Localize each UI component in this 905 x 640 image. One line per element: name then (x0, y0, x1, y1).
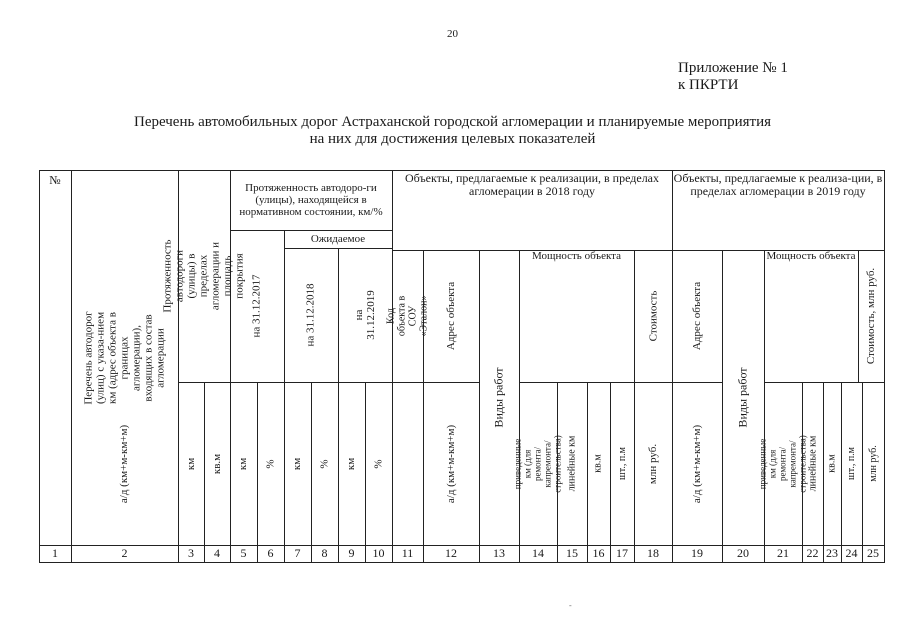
unit-road-19-cell (672, 382, 722, 545)
column-number-14: 14 (532, 546, 544, 560)
unit-pct-10: % (372, 458, 385, 469)
unit-km-3: км (185, 457, 197, 470)
column-number-17: 17 (616, 546, 628, 560)
header-cost-2019: Стоимость, млн руб. (865, 267, 878, 365)
column-number-25: 25 (867, 546, 879, 560)
column-number-19: 19 (691, 546, 703, 560)
header-expected: Ожидаемое (310, 233, 366, 245)
column-number-3: 3 (188, 546, 194, 560)
column-number-15: 15 (566, 546, 578, 560)
header-road-list: Перечень автодорог (улиц) с указа-нием км (адрес объекта в границах агломерации), входящих в состав агломерации (82, 310, 167, 405)
unit-pct-8-cell (311, 382, 338, 545)
unit-km-3-cell (178, 382, 204, 545)
unit-km-7: км (291, 457, 304, 470)
column-number-20: 20 (737, 546, 749, 560)
unit-reduced-21: приведенные км (для ремонта/ капремонта/ строительства) (758, 434, 808, 493)
header-objects-2019: Объекты, предлагаемые к реализа-ции, в пределах агломерации в 2019 году (673, 171, 883, 198)
header-address-2019-cell (672, 250, 722, 382)
unit-pcs-17: шт., п.м (616, 447, 628, 480)
grid-line (884, 170, 885, 563)
column-number-7: 7 (294, 546, 301, 560)
unit-pcs-24: шт., п.м (846, 447, 857, 480)
header-objects-2018: Объекты, предлагаемые к реализации, в пределах агломерации в 2018 году (404, 171, 660, 198)
appendix-line2: к ПКРТИ (678, 77, 739, 93)
grid-line (39, 562, 885, 563)
column-number-12: 12 (445, 546, 457, 560)
title-line2: на них для достижения целевых показателей (309, 131, 596, 147)
unit-mln-25-cell (862, 382, 884, 545)
header-number: № (49, 173, 61, 187)
column-number-5: 5 (240, 546, 247, 560)
header-2018-cell (284, 248, 338, 382)
unit-reduced-14-cell (513, 382, 563, 545)
unit-road-cell (71, 382, 178, 545)
unit-km-5: км (237, 457, 250, 470)
unit-road-19: а/д (км+м-км+м) (691, 424, 703, 503)
header-length-area-cell (162, 170, 246, 382)
unit-sqm-16: кв.м (592, 454, 604, 473)
header-address-2018: Адрес объекта (445, 281, 457, 351)
header-works-2018: Виды работ (491, 367, 506, 428)
appendix-line1: Приложение № 1 (678, 60, 788, 76)
page-number: 20 (447, 28, 458, 40)
unit-linear-15: линейные км (566, 435, 578, 492)
appendix-label (678, 60, 788, 94)
header-normative: Протяженность автодоро-ги (улицы), находящейся в нормативном состоянии, км/% (239, 182, 383, 218)
unit-km-7-cell (284, 382, 311, 545)
unit-linear-22: линейные км (807, 435, 818, 492)
column-number-11: 11 (401, 546, 414, 560)
unit-pcs-24-cell (841, 382, 862, 545)
document-title (60, 114, 845, 148)
header-cost-2018-cell (634, 250, 672, 382)
column-number-24: 24 (845, 546, 858, 560)
header-sou-code: Код объекта в СОУ «Эталон» (385, 295, 430, 337)
column-number-1: 1 (52, 546, 58, 560)
unit-km-5-cell (230, 382, 257, 545)
unit-sqm-16-cell (587, 382, 610, 545)
header-capacity-2018: Мощность объекта (531, 250, 621, 262)
column-number-13: 13 (493, 546, 505, 560)
header-2017: на 31.12.2017 (251, 274, 263, 338)
grid-line (39, 170, 40, 563)
column-number-9: 9 (348, 546, 355, 560)
unit-reduced-14: приведенные км (для ремонта/ капремонта/ строительства) (513, 434, 563, 493)
unit-road-12: а/д (км+м-км+м) (445, 424, 457, 503)
column-number-16: 16 (592, 546, 605, 560)
header-address-2018-cell (423, 250, 479, 382)
unit-sqm-4: кв.м (211, 453, 223, 474)
header-address-2019: Адрес объекта (691, 281, 703, 351)
unit-sqm-23: кв.м (826, 454, 838, 473)
unit-pcs-17-cell (610, 382, 634, 545)
unit-km-9-cell (338, 382, 365, 545)
column-number-6: 6 (267, 546, 274, 560)
unit-mln-25: млн руб. (867, 445, 879, 482)
column-number-21: 21 (777, 546, 789, 560)
title-line1: Перечень автомобильных дорог Астраханской городской агломерации и планируемые мероприятия (133, 114, 772, 130)
header-2019: на 31.12.2019 (353, 290, 377, 340)
unit-reduced-21-cell (758, 382, 808, 545)
column-number-4: 4 (214, 546, 220, 560)
unit-road: а/д (км+м-км+м) (118, 424, 131, 503)
unit-pct-10-cell (365, 382, 392, 545)
unit-linear-15-cell (557, 382, 587, 545)
column-number-10: 10 (372, 546, 385, 560)
header-works-2018-cell (479, 250, 519, 545)
unit-mln-18: млн руб. (647, 443, 659, 484)
header-works-2019: Виды работ (735, 367, 750, 428)
unit-mln-18-cell (634, 382, 672, 545)
column-number-22: 22 (806, 546, 819, 560)
header-2017-cell (230, 230, 284, 382)
unit-km-9: км (345, 457, 358, 470)
unit-sqm-23-cell (823, 382, 841, 545)
header-capacity-2019: Мощность объекта (766, 250, 856, 262)
footer-mark: - (569, 601, 572, 610)
column-number-23: 23 (826, 546, 838, 560)
header-2019-cell (338, 248, 392, 382)
column-number-2: 2 (121, 546, 128, 560)
unit-linear-22-cell (802, 382, 823, 545)
unit-pct-6: % (264, 458, 277, 469)
header-works-2019-cell (722, 250, 764, 545)
unit-pct-8: % (318, 458, 331, 469)
unit-pct-6-cell (257, 382, 284, 545)
header-cost-2019-cell (858, 250, 884, 382)
unit-road-12-cell (423, 382, 479, 545)
column-number-8: 8 (321, 546, 328, 560)
header-length-area: Протяженность автодороги (улицы) в пределах агломерации и площадь покрытия (162, 239, 246, 313)
column-number-18: 18 (647, 546, 659, 560)
unit-sqm-4-cell (204, 382, 230, 545)
header-sou-cell (385, 250, 430, 382)
header-cost-2018: Стоимость (647, 290, 659, 342)
header-2018: на 31.12.2018 (305, 283, 317, 347)
